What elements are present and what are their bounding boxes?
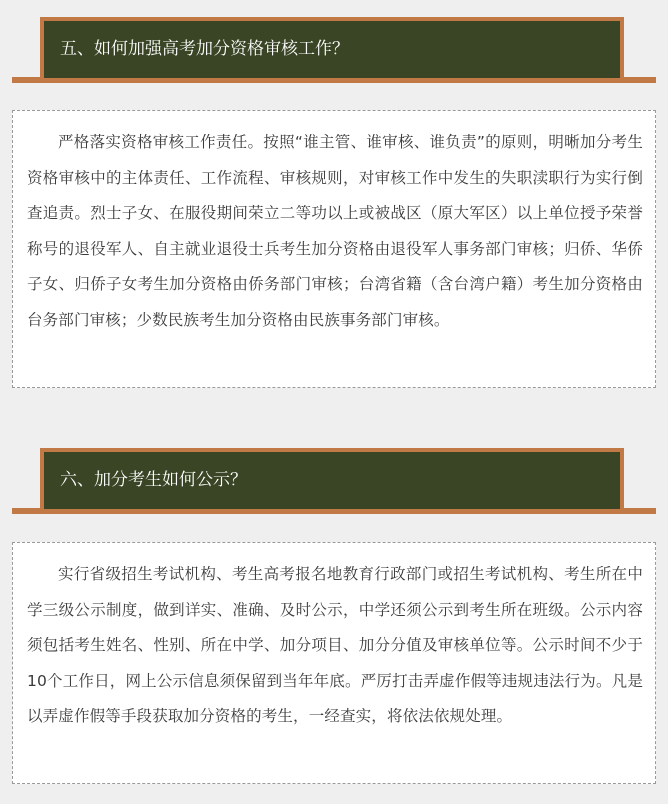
section-6-title: 六、加分考生如何公示？ <box>60 470 247 490</box>
section-6-body-text: 实行省级招生考试机构、考生高考报名地教育行政部门或招生考试机构、考生所在中学三级公示制度，做到详实、准确、及时公示，中学还须公示到考生所在班级。公示内容须包括考生姓名、性别、所在中学、加分项目、加分分值及审核单位等。公示时间不少于10个工作日，网上公示信息须保留到当年年底。严厉打击弄虚作假等违规违法行为。凡是以弄虚作假等手段获取加分资格的考生，一经查实，将依法依规处理。 <box>27 565 643 725</box>
section-5-body <box>12 110 656 388</box>
section-5-title-box <box>40 17 624 82</box>
section-5-title: 五、如何加强高考加分资格审核工作？ <box>60 39 349 59</box>
section-6-title-box <box>40 448 624 513</box>
section-5-body-text: 严格落实资格审核工作责任。按照“谁主管、谁审核、谁负责”的原则，明晰加分考生资格审核中的主体责任、工作流程、审核规则，对审核工作中发生的失职渎职行为实行倒查追责。烈士子女、在服役期间荣立二等功以上或被战区（原大军区）以上单位授予荣誉称号的退役军人、自主就业退役士兵考生加分资格由退役军人事务部门审核；归侨、华侨子女、归侨子女考生加分资格由侨务部门审核；台湾省籍（含台湾户籍）考生加分资格由台务部门审核；少数民族考生加分资格由民族事务部门审核。 <box>27 133 643 329</box>
section-6-body <box>12 542 656 784</box>
